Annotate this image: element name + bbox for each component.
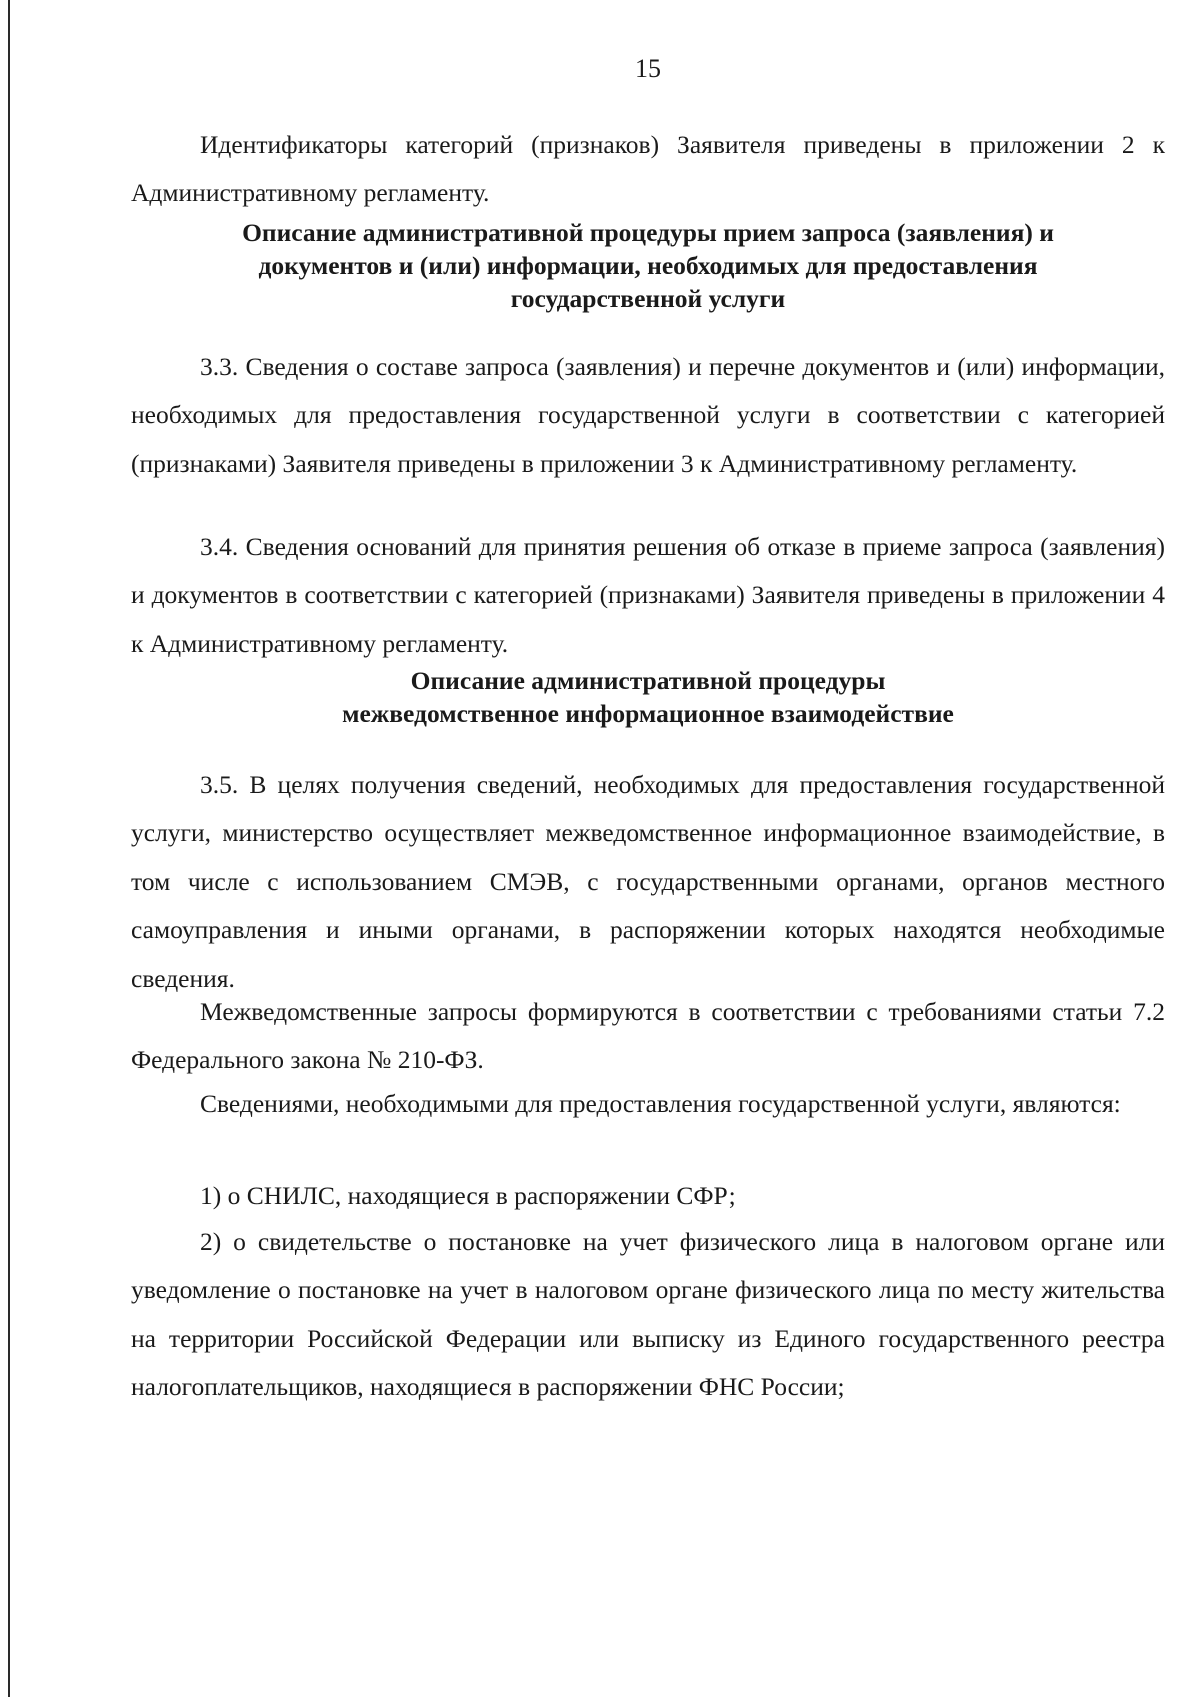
page-number: 15	[635, 54, 661, 83]
page-left-edge	[8, 0, 10, 1697]
heading-line: межведомственное информационное взаимодействие	[342, 699, 954, 728]
paragraph-identifiers: Идентификаторы категорий (признаков) Заявителя приведены в приложении 2 к Административному регламенту.	[131, 129, 1165, 207]
paragraph-3-4: 3.4. Сведения оснований для принятия решения об отказе в приеме запроса (заявления) и документов в соответствии с категорией (признаками) Заявителя приведены в приложении 4 к Административному регламенту.	[131, 531, 1165, 658]
paragraph-required-info: Сведениями, необходимыми для предоставления государственной услуги, являются:	[200, 1088, 1121, 1118]
heading-line: документов и (или) информации, необходимых для предоставления	[258, 251, 1038, 280]
document-page	[131, 0, 1165, 1697]
paragraph-interagency-requests: Межведомственные запросы формируются в соответствии с требованиями статьи 7.2 Федерального закона № 210-ФЗ.	[131, 996, 1165, 1074]
section-heading-request-reception	[131, 216, 1165, 315]
section-heading-interagency	[131, 664, 1165, 730]
heading-line: государственной услуги	[510, 284, 786, 313]
paragraph-3-3: 3.3. Сведения о составе запроса (заявления) и перечне документов и (или) информации, необходимых для предоставления государственной услуги в соответствии с категорией (признаками) Заявителя приведены в приложении 3 к Административному регламенту.	[131, 351, 1165, 478]
heading-line: Описание административной процедуры	[410, 666, 886, 695]
heading-line: Описание административной процедуры прием запроса (заявления) и	[242, 218, 1054, 247]
list-item-snils: 1) о СНИЛС, находящиеся в распоряжении СФР;	[200, 1180, 736, 1210]
paragraph-3-5: 3.5. В целях получения сведений, необходимых для предоставления государственной услуги, министерство осуществляет межведомственное информационное взаимодействие, в том числе с использованием СМЭВ, с государственными органами, органов местного самоуправления и иными органами, в распоряжении которых находятся необходимые сведения.	[131, 769, 1165, 993]
list-item-tax-registration: 2) о свидетельстве о постановке на учет физического лица в налоговом органе или уведомление о постановке на учет в налоговом органе физического лица по месту жительства на территории Российской Федерации или выписку из Единого государственного реестра налогоплательщиков, находящиеся в распоряжении ФНС России;	[131, 1226, 1165, 1401]
